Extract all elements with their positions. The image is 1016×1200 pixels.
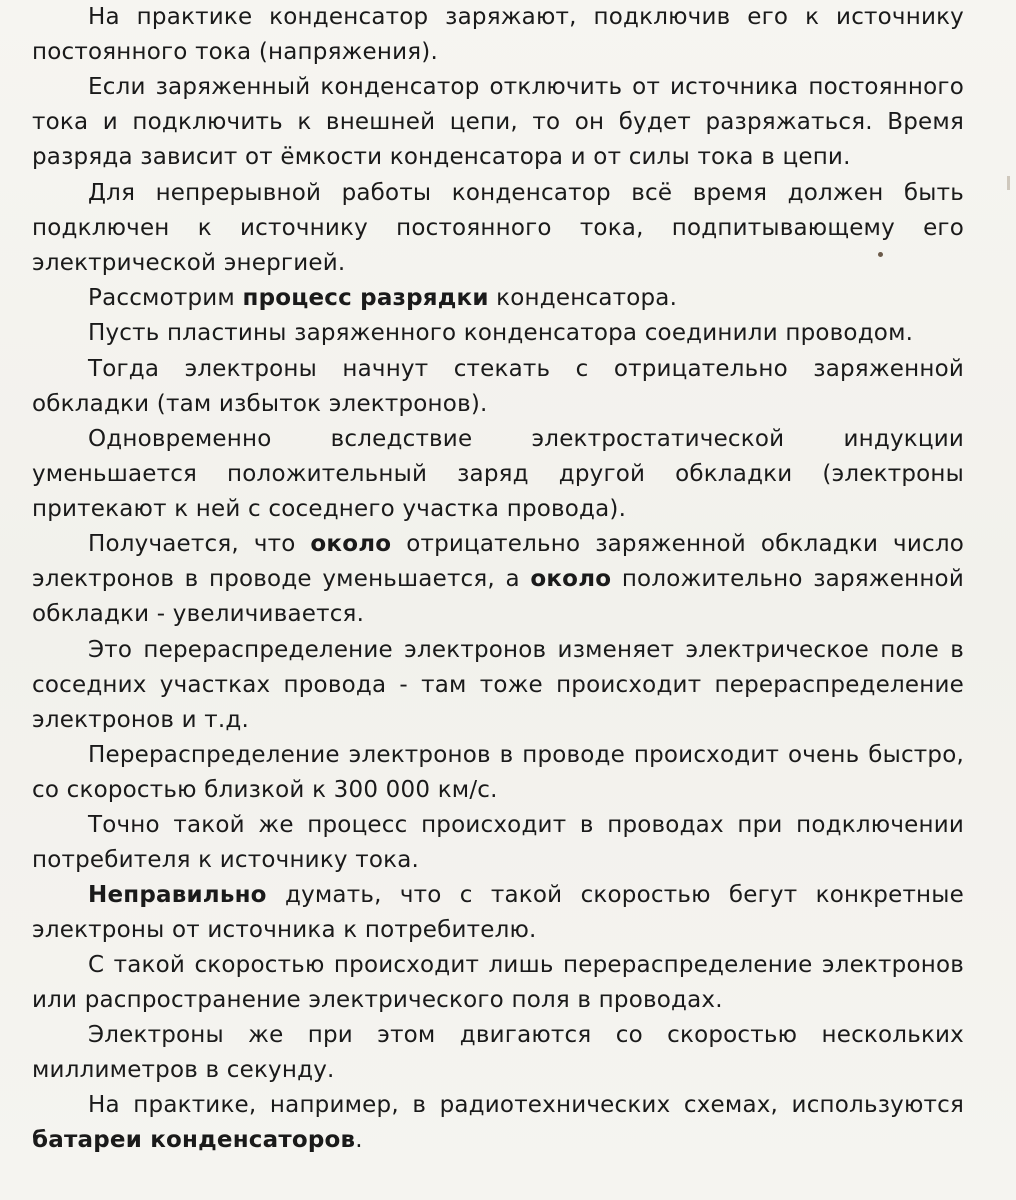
paragraph [32, 281, 964, 316]
text-run: Это перераспределение электронов изменяет электрическое поле в соседних участках провода - там тоже происходит перераспределение электронов и т.д. [32, 637, 964, 733]
paragraph [32, 1088, 964, 1158]
text-run: Для непрерывной работы конденсатор всё время должен быть подключен к источнику постоянного тока, подпитывающему его электрической энергией. [32, 180, 964, 276]
bold-text-run: батареи конденсаторов [32, 1126, 356, 1153]
text-run: Если заряженный конденсатор отключить от источника постоянного тока и подключить к внешней цепи, то он будет разряжаться. Время разряда зависит от ёмкости конденсатора и от силы тока в цепи. [32, 74, 964, 170]
text-run: Рассмотрим [88, 285, 243, 311]
text-run: Получается, что [88, 531, 311, 557]
scan-edge-mark [1007, 176, 1010, 190]
text-run: . [355, 1126, 363, 1153]
text-run: Одновременно вследствие электростатической индукции уменьшается положительный заряд другой обкладки (электроны притекают к ней с соседнего участка провода). [32, 426, 964, 522]
bold-text-run: около [310, 531, 392, 557]
paragraph [32, 808, 964, 878]
bold-text-run: процесс разрядки [242, 285, 489, 311]
text-run: думать, что с такой скоростью бегут конкретные электроны от источника к потребителю. [32, 882, 964, 943]
text-run: Электроны же при этом двигаются со скоростью нескольких миллиметров в секунду. [32, 1022, 964, 1083]
bold-text-run: около [530, 565, 612, 592]
text-run: С такой скоростью происходит лишь перераспределение электронов или распространение электрического поля в проводах. [32, 952, 964, 1013]
text-run: Точно такой же процесс происходит в проводах при подключении потребителя к источнику тока. [32, 812, 964, 873]
text-run: отрицательно заряженной обкладки число электронов в проводе уменьшается, а [32, 531, 964, 592]
paragraph [32, 316, 964, 351]
paragraph [32, 527, 964, 632]
text-run: конденсатора. [488, 285, 678, 311]
paragraph [32, 0, 964, 70]
text-run: Пусть пластины заряженного конденсатора соединили проводом. [88, 320, 914, 346]
text-run: положительно заряженной обкладки - увеличивается. [32, 565, 964, 627]
paragraph [32, 948, 964, 1018]
text-run: Тогда электроны начнут стекать с отрицательно заряженной обкладки (там избыток электронов). [32, 356, 964, 417]
text-run: На практике конденсатор заряжают, подключив его к источнику постоянного тока (напряжения). [32, 4, 964, 65]
text-run: На практике, например, в радиотехнических схемах, используются [88, 1092, 964, 1118]
paragraph [32, 422, 964, 527]
paragraph [32, 878, 964, 948]
paragraph [32, 1018, 964, 1088]
paragraph [32, 633, 964, 738]
paragraph [32, 70, 964, 175]
paragraph [32, 352, 964, 422]
bold-text-run: Неправильно [88, 882, 267, 908]
text-run: Перераспределение электронов в проводе происходит очень быстро, со скоростью близкой к 300 000 км/с. [32, 742, 964, 803]
paragraph [32, 176, 964, 281]
paragraph [32, 738, 964, 808]
